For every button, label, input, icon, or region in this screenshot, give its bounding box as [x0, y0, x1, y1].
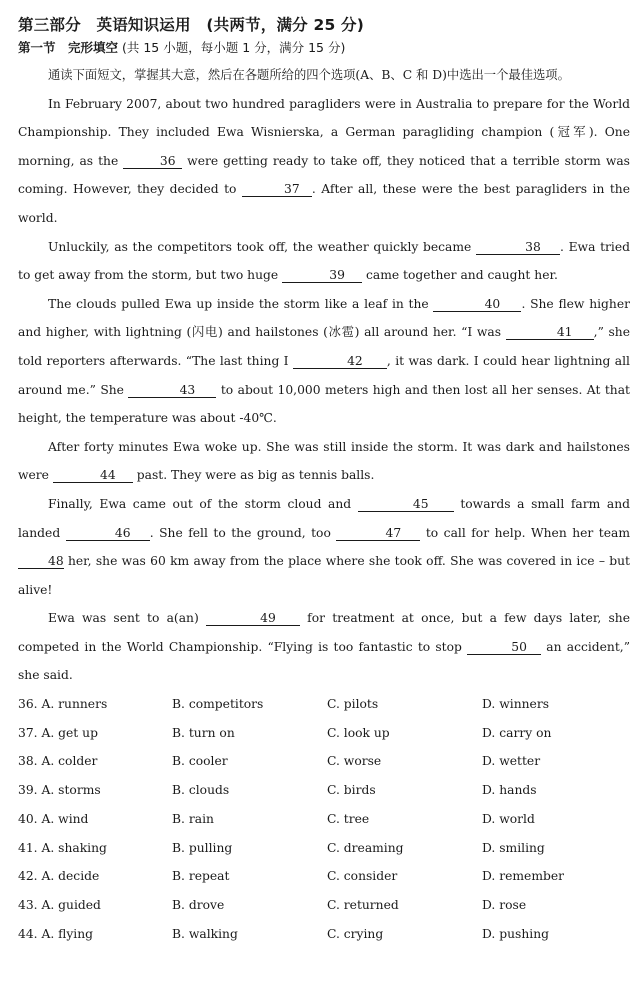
- passage-text: to about 10,000 meters high and then lost all her senses. At that height, the temperature was about -40℃.: [18, 382, 630, 426]
- option-a: 40. A. wind: [18, 811, 89, 826]
- passage-text: were getting ready to take off, they noticed that a terrible storm was coming. However, they decided to: [18, 153, 630, 197]
- option-a: 43. A. guided: [18, 897, 101, 912]
- option-c: C. consider: [327, 869, 398, 884]
- blank-39: 39: [282, 269, 362, 283]
- passage-text: After forty minutes Ewa woke up. She was still inside the storm. It was dark and hailstones were: [18, 439, 630, 483]
- option-d: D. hands: [482, 783, 537, 798]
- option-c: C. worse: [327, 754, 382, 769]
- passage-text: . Ewa tried to get away from the storm, but two huge: [18, 239, 630, 283]
- option-a: 39. A. storms: [18, 783, 101, 798]
- passage-text: came together and caught her.: [362, 268, 558, 283]
- passage-paragraph-1: [18, 90, 630, 233]
- blank-49: 49: [206, 612, 300, 626]
- option-b: B. walking: [172, 926, 238, 941]
- passage-text: past. They were as big as tennis balls.: [132, 468, 375, 483]
- option-row-42: [18, 862, 630, 891]
- option-c: C. tree: [327, 811, 370, 826]
- answer-options: [18, 690, 630, 948]
- subsection-scoring: (共 15 小题，每小题 1 分，满分 15 分): [118, 40, 346, 55]
- option-a: 44. A. flying: [18, 926, 94, 941]
- passage-paragraph-4: [18, 433, 630, 490]
- option-a: 36. A. runners: [18, 697, 108, 712]
- option-b: B. pulling: [172, 840, 233, 855]
- option-d: D. carry on: [482, 725, 552, 740]
- passage-text: her, she was 60 km away from the place where she took off. She was covered in ice – but alive!: [18, 554, 630, 597]
- option-a: 42. A. decide: [18, 869, 100, 884]
- passage-text: towards a small farm and landed: [18, 496, 630, 540]
- option-row-43: [18, 891, 630, 920]
- option-a: 38. A. colder: [18, 754, 98, 769]
- blank-42: 42: [293, 355, 387, 369]
- option-d: D. winners: [482, 697, 550, 712]
- blank-46: 46: [66, 527, 150, 541]
- option-c: C. returned: [327, 897, 399, 912]
- passage-text: . She flew higher and higher, with lightning (闪电) and hailstones (冰雹) all around her. “I was: [18, 296, 631, 340]
- option-d: D. world: [482, 811, 535, 826]
- option-b: B. competitors: [172, 697, 264, 712]
- option-row-38: [18, 747, 630, 776]
- blank-45: 45: [358, 498, 454, 512]
- option-c: C. birds: [327, 783, 376, 798]
- passage-text: Unluckily, as the competitors took off, the weather quickly became: [48, 239, 476, 254]
- option-d: D. rose: [482, 897, 527, 912]
- passage-text: Ewa was sent to a(an): [48, 611, 206, 626]
- passage-text: Finally, Ewa came out of the storm cloud and: [48, 496, 358, 511]
- blank-48: 48: [18, 555, 64, 569]
- blank-37: 37: [242, 183, 312, 197]
- passage-text: an accident,” she said.: [18, 639, 630, 683]
- passage-paragraph-5: [18, 490, 630, 604]
- option-row-39: [18, 776, 630, 805]
- subsection-name: 第一节 完形填空: [18, 40, 119, 55]
- option-row-44: [18, 920, 630, 949]
- blank-40: 40: [433, 298, 521, 312]
- blank-50: 50: [467, 641, 541, 655]
- option-b: B. drove: [172, 897, 225, 912]
- instruction-paragraph: 通读下面短文，掌握其大意，然后在各题所给的四个选项(A、B、C 和 D)中选出一个最佳选项。: [48, 68, 570, 82]
- option-b: B. rain: [172, 811, 214, 826]
- blank-41: 41: [506, 326, 594, 340]
- passage-text: . After all, these were the best paragliders in the world.: [18, 182, 630, 225]
- option-row-36: [18, 690, 630, 719]
- option-d: D. wetter: [482, 754, 541, 769]
- passage-paragraph-6: [18, 604, 630, 690]
- passage-text: The clouds pulled Ewa up inside the storm like a leaf in the: [48, 296, 434, 311]
- option-d: D. remember: [482, 869, 565, 884]
- subsection-title: [18, 38, 630, 58]
- option-d: D. smiling: [482, 840, 545, 855]
- option-d: D. pushing: [482, 926, 549, 941]
- option-b: B. clouds: [172, 783, 230, 798]
- option-c: C. look up: [327, 725, 390, 740]
- passage-text: for treatment at once, but a few days later, she competed in the World Championship. “Flying is too fantastic to stop: [18, 611, 630, 654]
- option-row-41: [18, 834, 630, 863]
- option-b: B. turn on: [172, 725, 235, 740]
- option-c: C. dreaming: [327, 840, 404, 855]
- option-row-37: [18, 719, 630, 748]
- blank-43: 43: [128, 384, 216, 398]
- option-c: C. pilots: [327, 697, 379, 712]
- passage-paragraph-2: [18, 233, 630, 290]
- passage-text: to call for help. When her team: [420, 525, 630, 540]
- option-a: 37. A. get up: [18, 725, 98, 740]
- option-c: C. crying: [327, 926, 384, 941]
- blank-36: 36: [123, 155, 182, 169]
- passage-paragraph-3: [18, 290, 630, 433]
- passage-text: . She fell to the ground, too: [149, 525, 337, 540]
- option-row-40: [18, 805, 630, 834]
- passage-text: ,” she told reporters afterwards. “The last thing I: [18, 325, 630, 368]
- blank-38: 38: [476, 241, 560, 255]
- option-b: B. cooler: [172, 754, 228, 769]
- passage-text: In February 2007, about two hundred paragliders were in Australia to prepare for the World Championship. They included Ewa Wisnierska, a German paragliding champion (冠军). One morning, as the: [18, 96, 630, 168]
- option-a: 41. A. shaking: [18, 840, 107, 855]
- section-title: 第三部分 英语知识运用 (共两节，满分 25 分): [18, 16, 365, 34]
- blank-44: 44: [53, 469, 133, 483]
- passage-text: , it was dark. I could hear lightning all around me.” She: [18, 353, 630, 397]
- blank-47: 47: [336, 527, 420, 541]
- option-b: B. repeat: [172, 869, 230, 884]
